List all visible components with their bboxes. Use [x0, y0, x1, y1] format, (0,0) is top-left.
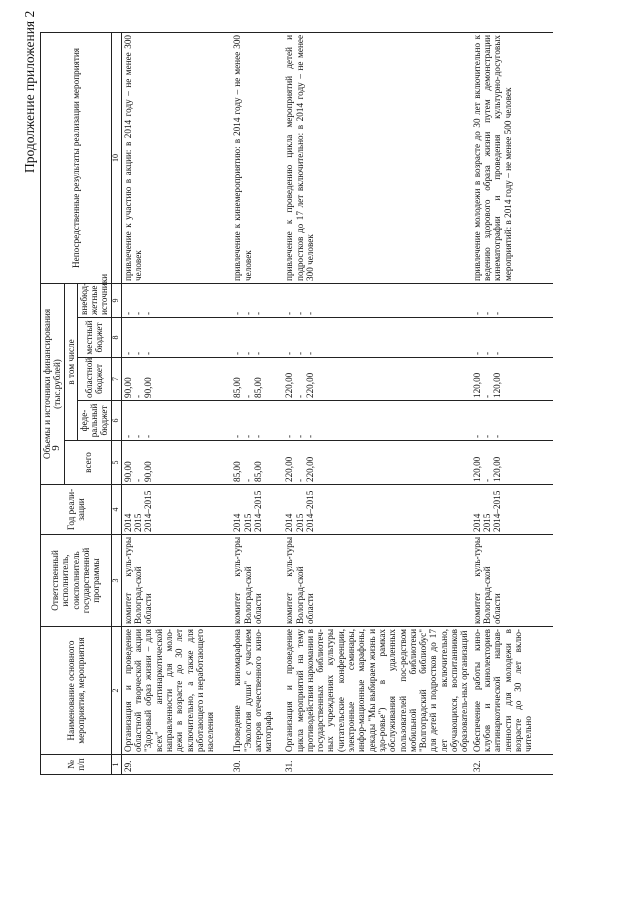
- cell-value: 2015: [242, 513, 253, 532]
- column-number: 8: [111, 318, 121, 358]
- cell-value: -: [133, 311, 144, 315]
- caption: Продолжение приложения 2: [22, 10, 37, 173]
- cell-value: -: [294, 478, 305, 482]
- cell-value: 90,00: [122, 377, 133, 398]
- cell-value: -: [242, 434, 253, 438]
- responsible-executor: комитет куль-туры Волоград-ской области: [231, 535, 283, 627]
- total-values: [121, 441, 231, 485]
- table-body: [121, 32, 552, 774]
- cell-value: -: [122, 434, 133, 438]
- header-result: Непосредственные результаты реализации мероприятия: [41, 32, 112, 283]
- table-row: [231, 32, 283, 774]
- total-values: [231, 441, 283, 485]
- cell-value: -: [133, 394, 144, 398]
- column-number: 4: [111, 485, 121, 535]
- header-extrabudget: внебюд-жетные источники: [77, 283, 111, 317]
- cell-value: 220,00: [284, 372, 295, 398]
- cell-value: -: [242, 311, 253, 315]
- column-number: 7: [111, 358, 121, 401]
- local-values: [471, 318, 553, 358]
- total-values: [283, 441, 470, 485]
- extrabudget-values: [121, 283, 231, 317]
- measure-name: Проведение киномарафона "Экология души" с участием актеров отечественного кино-матографа: [231, 627, 283, 755]
- cell-value: -: [294, 311, 305, 315]
- cell-value: 220,00: [304, 372, 315, 398]
- header-total: всего: [64, 441, 111, 485]
- header-including: в том числе: [64, 283, 77, 440]
- column-number: 2: [111, 627, 121, 755]
- cell-value: -: [492, 351, 503, 355]
- cell-value: 85,00: [232, 377, 243, 398]
- cell-value: -: [481, 478, 492, 482]
- cell-value: -: [492, 311, 503, 315]
- cell-value: -: [304, 434, 315, 438]
- cell-value: 2015: [294, 513, 305, 532]
- expected-result: привлечение молодежи в возрасте до 30 лет включительно к ведению здорового образа жизни путем демонстрации кинематографии и проведения культурно-досуговых мероприятий: в 2014 году – не менее 500 человек: [471, 32, 553, 283]
- regional-values: [471, 358, 553, 401]
- column-number: 6: [111, 401, 121, 441]
- regional-values: [231, 358, 283, 401]
- header-funding: Объемы и источники финансирования (тыс.рублей): [41, 283, 65, 484]
- column-number: 3: [111, 535, 121, 627]
- year-values: [471, 485, 553, 535]
- extrabudget-values: [231, 283, 283, 317]
- column-number: 5: [111, 441, 121, 485]
- cell-value: 2015: [481, 513, 492, 532]
- local-values: [283, 318, 470, 358]
- regional-values: [121, 358, 231, 401]
- row-number: 30.: [231, 755, 283, 775]
- cell-value: 85,00: [252, 461, 263, 482]
- cell-value: 2014–2015: [304, 490, 315, 532]
- cell-value: -: [252, 434, 263, 438]
- cell-value: -: [122, 351, 133, 355]
- page-number: 9: [50, 445, 62, 451]
- column-number: 1: [111, 755, 121, 775]
- cell-value: -: [232, 434, 243, 438]
- row-number: 29.: [121, 755, 231, 775]
- row-number: 31.: [283, 755, 470, 775]
- cell-value: -: [304, 311, 315, 315]
- header-year: Год реали-зации: [41, 485, 112, 535]
- cell-value: -: [242, 478, 253, 482]
- federal-values: [231, 401, 283, 441]
- cell-value: 220,00: [284, 456, 295, 482]
- cell-value: -: [481, 434, 492, 438]
- cell-value: -: [252, 311, 263, 315]
- regional-values: [283, 358, 470, 401]
- total-values: [471, 441, 553, 485]
- cell-value: -: [284, 311, 295, 315]
- cell-value: -: [471, 311, 482, 315]
- cell-value: 2014: [232, 513, 243, 532]
- cell-value: -: [284, 351, 295, 355]
- cell-value: -: [471, 351, 482, 355]
- extrabudget-values: [283, 283, 470, 317]
- cell-value: 85,00: [252, 377, 263, 398]
- cell-value: -: [294, 351, 305, 355]
- header-name: Наименование основного мероприятия, мероприятия: [41, 627, 112, 755]
- header-regional: областной бюджет: [77, 358, 111, 401]
- measure-name: Организация и проведение цикла мероприятий на тему противодействия наркомании в государственных библиотеч-ных учреждениях культуры (читательские конференции, электронные семинары, инфор-мационные марафоны, декады "Мы выбираем жизнь и здо-ровье") в рамках обслуживания удаленных пользователей пос-редством мобильной библиотеки "Волгоградский библиобус" для детей и подростков до 17 лет включительно, обучающихся, воспитанников образователь-ных организаций: [283, 627, 470, 755]
- table-row: [283, 32, 470, 774]
- year-values: [121, 485, 231, 535]
- cell-value: -: [252, 351, 263, 355]
- responsible-executor: комитет куль-туры Волоград-ской области: [283, 535, 470, 627]
- cell-value: -: [143, 351, 154, 355]
- cell-value: 120,00: [492, 456, 503, 482]
- cell-value: -: [133, 434, 144, 438]
- cell-value: -: [232, 351, 243, 355]
- cell-value: -: [133, 478, 144, 482]
- funding-table: [40, 32, 553, 775]
- header-no: № п/п: [41, 755, 112, 775]
- cell-value: -: [481, 351, 492, 355]
- cell-value: -: [242, 394, 253, 398]
- cell-value: 2014: [122, 513, 133, 532]
- cell-value: 120,00: [492, 372, 503, 398]
- cell-value: -: [481, 311, 492, 315]
- cell-value: -: [143, 434, 154, 438]
- cell-value: 2014: [471, 513, 482, 532]
- cell-value: -: [304, 351, 315, 355]
- cell-value: 120,00: [471, 456, 482, 482]
- header-local: местный бюджет: [77, 318, 111, 358]
- cell-value: 2014–2015: [492, 490, 503, 532]
- cell-value: -: [294, 434, 305, 438]
- cell-value: 90,00: [122, 461, 133, 482]
- cell-value: -: [294, 394, 305, 398]
- column-numbers-row: [111, 32, 121, 774]
- measure-name: Обеспечение работы кино-клубов и кинолекториев антинаркотической направ-ленности для молодежи в возрасте до 30 лет вклю-чительно: [471, 627, 553, 755]
- expected-result: привлечение к участию в акции: в 2014 году – не менее 300 человек: [121, 32, 231, 283]
- cell-value: -: [471, 434, 482, 438]
- column-number: 10: [111, 32, 121, 283]
- row-number: 32.: [471, 755, 553, 775]
- cell-value: 90,00: [143, 377, 154, 398]
- header-federal: феде-ральный бюджет: [77, 401, 111, 441]
- local-values: [121, 318, 231, 358]
- table-row: [121, 32, 231, 774]
- federal-values: [121, 401, 231, 441]
- expected-result: привлечение к проведению цикла мероприятий детей и подростков до 17 лет включительно: в 2014 году – не менее 300 человек: [283, 32, 470, 283]
- federal-values: [283, 401, 470, 441]
- table-row: [471, 32, 553, 774]
- extrabudget-values: [471, 283, 553, 317]
- cell-value: 2014: [284, 513, 295, 532]
- cell-value: 120,00: [471, 372, 482, 398]
- cell-value: -: [143, 311, 154, 315]
- cell-value: 2015: [133, 513, 144, 532]
- cell-value: -: [133, 351, 144, 355]
- header-executor: Ответственный исполнитель, соисполнитель государственной программы: [41, 535, 112, 627]
- cell-value: 2014–2015: [143, 490, 154, 532]
- cell-value: -: [481, 394, 492, 398]
- responsible-executor: комитет куль-туры Волоград-ской области: [121, 535, 231, 627]
- cell-value: -: [232, 311, 243, 315]
- local-values: [231, 318, 283, 358]
- cell-value: -: [284, 434, 295, 438]
- column-number: 9: [111, 283, 121, 317]
- cell-value: -: [492, 434, 503, 438]
- cell-value: 2014–2015: [252, 490, 263, 532]
- cell-value: 220,00: [304, 456, 315, 482]
- measure-name: Организация и проведение областной творческой акции "Здоровый образ жизни – для всех" антинаркотической направленности для моло-дежи в возрасте до 30 лет включительно, а также для работающего и неработающего населения: [121, 627, 231, 755]
- cell-value: -: [242, 351, 253, 355]
- cell-value: 85,00: [232, 461, 243, 482]
- responsible-executor: комитет куль-туры Волоград-ской области: [471, 535, 553, 627]
- year-values: [231, 485, 283, 535]
- cell-value: -: [122, 311, 133, 315]
- cell-value: 90,00: [143, 461, 154, 482]
- federal-values: [471, 401, 553, 441]
- year-values: [283, 485, 470, 535]
- expected-result: привлечение к кинемероприятию: в 2014 году – не менее 300 человек: [231, 32, 283, 283]
